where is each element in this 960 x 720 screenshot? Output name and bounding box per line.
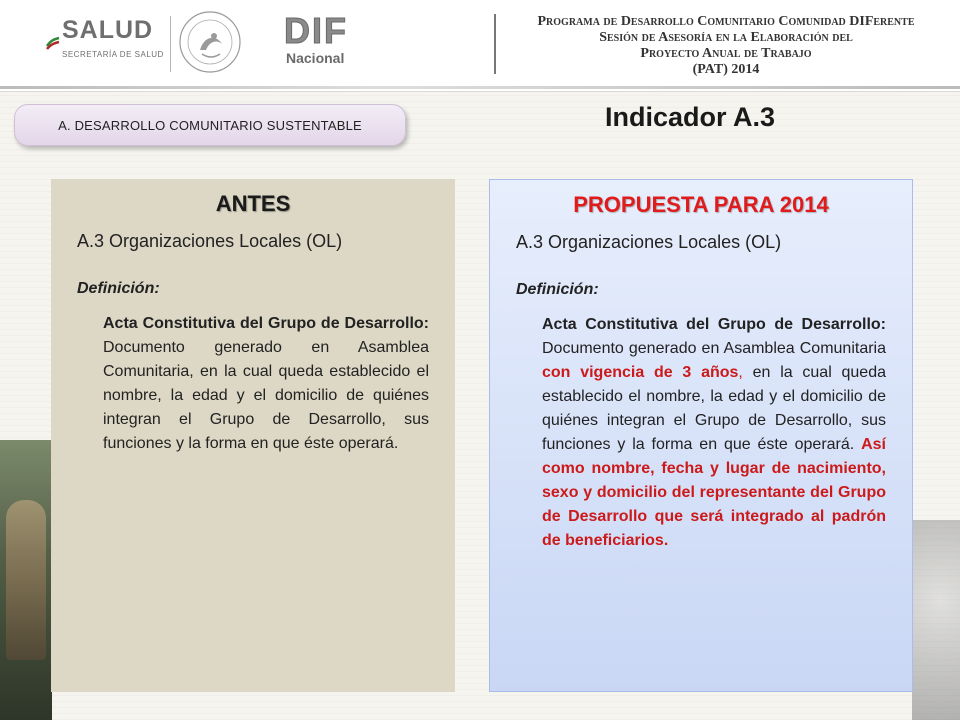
antes-panel [51, 179, 455, 692]
propuesta-body-text: en la cual queda establecido el nombre, la edad y el domicilio de quiénes integran el Grupo de Desarrollo, sus funciones y la forma en que éste operará. [542, 364, 886, 453]
propuesta-definition-label: Definición: [516, 281, 599, 298]
header-banner [0, 0, 960, 92]
antes-definition-body [77, 312, 429, 456]
salud-subtitle: SECRETARÍA DE SALUD [62, 50, 164, 59]
propuesta-body-term: Acta Constitutiva del Grupo de Desarrollo: [542, 316, 886, 333]
propuesta-body-comma: , [738, 364, 743, 381]
antes-definition-label: Definición: [77, 280, 160, 297]
header-rule [0, 86, 960, 89]
program-line: Programa de Desarrollo Comunitario Comunidad DIFerente [537, 14, 915, 29]
salud-logo [46, 16, 164, 66]
logo-divider [170, 16, 171, 72]
propuesta-subtitle: A.3 Organizaciones Locales (OL) [516, 232, 782, 252]
dif-logo [284, 10, 348, 74]
background-pattern-right [912, 520, 960, 720]
antes-body-text: Documento generado en Asamblea Comunitaria, en la cual queda establecido el nombre, la edad y el domicilio de quiénes integran el Grupo de Desarrollo, sus funciones y la forma en que éste operará. [103, 339, 429, 452]
propuesta-body-highlight: con vigencia de 3 años [542, 364, 739, 381]
propuesta-body-highlight: Así como nombre, fecha y lugar de nacimiento, sexo y domicilio del representante del Grupo de Desarrollo que será integrado al padrón de beneficiarios. [542, 436, 886, 549]
program-line: (PAT) 2014 [692, 62, 760, 77]
program-title-block [506, 14, 946, 78]
antes-body-term: Acta Constitutiva del Grupo de Desarrollo: [103, 315, 429, 332]
antes-heading: ANTES [215, 191, 291, 216]
antes-subtitle: A.3 Organizaciones Locales (OL) [77, 231, 343, 251]
program-line: Sesión de Asesoría en la Elaboración del [599, 30, 853, 45]
propuesta-body-text: Documento generado en Asamblea Comunitaria [542, 340, 886, 357]
program-divider [494, 14, 496, 74]
propuesta-definition-body [516, 313, 886, 553]
salud-swoosh-icon [46, 36, 60, 50]
dif-subtitle: Nacional [286, 50, 345, 66]
indicator-title: Indicador A.3 [604, 102, 776, 132]
national-seal-icon [178, 10, 242, 74]
background-photo-left [0, 440, 52, 720]
dif-name: DIF [284, 10, 348, 51]
propuesta-heading: PROPUESTA PARA 2014 [573, 192, 829, 217]
salud-name: SALUD [62, 16, 154, 44]
propuesta-panel [489, 179, 913, 692]
section-pill: A. DESARROLLO COMUNITARIO SUSTENTABLE [14, 104, 406, 146]
program-line: Proyecto Anual de Trabajo [640, 46, 812, 61]
